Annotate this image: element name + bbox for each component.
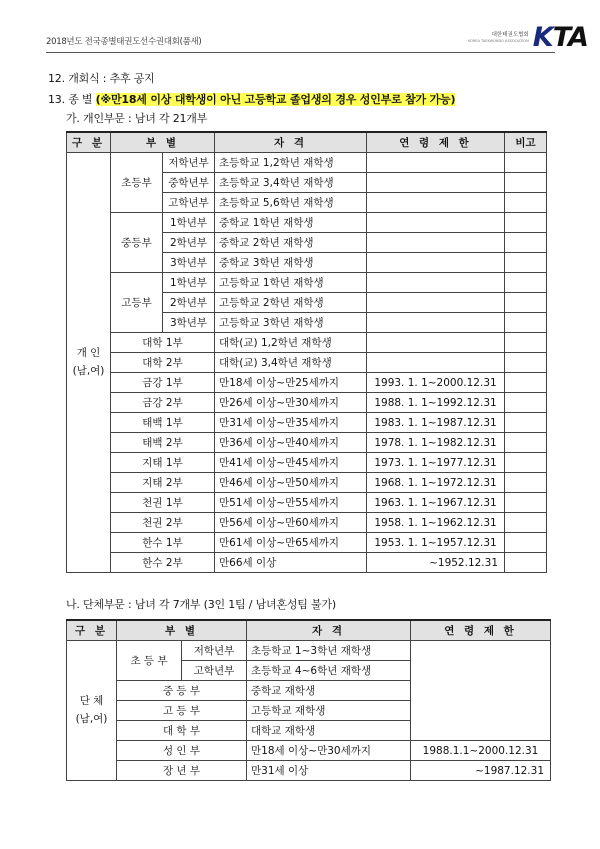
table-row: 단 체 (남,여) 초 등 부 저학년부 초등학교 1~3학년 재학생 (67, 641, 551, 661)
table-row: 고 등 부 고등학교 재학생 (67, 701, 551, 721)
document-header-title: 2018년도 전국종별태권도선수권대회(품새) (46, 37, 202, 47)
table-row: 개 인 (남,여) 초등부 저학년부 초등학교 1,2학년 재학생 (67, 153, 547, 173)
category-line: 13. 종 별 (※만18세 이상 대학생이 아닌 고등학교 졸업생의 경우 성인부로 참가 가능) (48, 93, 456, 106)
table-row: 고학년부 초등학교 5,6학년 재학생 (67, 193, 547, 213)
individual-category-table (66, 131, 547, 573)
table-row: 지태 1부 만41세 이상~만45세까지 1973. 1. 1~1977.12.31 (67, 453, 547, 473)
group-cell: 초등부 (111, 153, 163, 213)
table-header-row: 구 분 부 별 자 격 연 령 제 한 (67, 620, 551, 641)
table-row: 중 등 부 중학교 재학생 (67, 681, 551, 701)
table-row: 대학 1부 대학(교) 1,2학년 재학생 (67, 333, 547, 353)
table-row: 대 학 부 대학교 재학생 (67, 721, 551, 741)
table-row: 태백 2부 만36세 이상~만40세까지 1978. 1. 1~1982.12.31 (67, 433, 547, 453)
kta-logo (468, 24, 588, 51)
kta-logo-mark: KTA (532, 22, 588, 53)
table-row: 천권 2부 만56세 이상~만60세까지 1958. 1. 1~1962.12.31 (67, 513, 547, 533)
table-row: 성 인 부 만18세 이상~만30세까지 1988.1.1~2000.12.31 (67, 741, 551, 761)
opening-ceremony-line: 12. 개회식 : 추후 공지 (48, 72, 155, 85)
table-row: 고등부 1학년부 고등학교 1학년 재학생 (67, 273, 547, 293)
header-divider (46, 52, 555, 53)
group-cell: 고등부 (111, 273, 163, 333)
table-row: 2학년부 고등학교 2학년 재학생 (67, 293, 547, 313)
table-row: 지태 2부 만46세 이상~만50세까지 1968. 1. 1~1972.12.31 (67, 473, 547, 493)
table-row: 중등부 1학년부 중학교 1학년 재학생 (67, 213, 547, 233)
logo-org-text: 대한태권도협회 KOREA TAEKWONDO ASSOCIATION (468, 32, 529, 43)
table-row: 고학년부 초등학교 4~6학년 재학생 (67, 661, 551, 681)
table-row: 천권 1부 만51세 이상~만55세까지 1963. 1. 1~1967.12.31 (67, 493, 547, 513)
table-row: 태백 1부 만31세 이상~만35세까지 1983. 1. 1~1987.12.31 (67, 413, 547, 433)
table-row: 대학 2부 대학(교) 3,4학년 재학생 (67, 353, 547, 373)
team-category-table (66, 619, 551, 781)
table-header-row: 구 분 부 별 자 격 연 령 제 한 비고 (67, 132, 547, 153)
table-row: 금강 2부 만26세 이상~만30세까지 1988. 1. 1~1992.12.31 (67, 393, 547, 413)
category-note-highlight: (※만18세 이상 대학생이 아닌 고등학교 졸업생의 경우 성인부로 참가 가능) (95, 93, 456, 106)
group-cell: 초 등 부 (117, 641, 182, 681)
table-row: 중학년부 초등학교 3,4학년 재학생 (67, 173, 547, 193)
table-row: 3학년부 고등학교 3학년 재학생 (67, 313, 547, 333)
team-section-title: 나. 단체부문 : 남녀 각 7개부 (3인 1팀 / 남녀혼성팀 불가) (66, 598, 336, 611)
table-row: 한수 2부 만66세 이상 ~1952.12.31 (67, 553, 547, 573)
table-row: 3학년부 중학교 3학년 재학생 (67, 253, 547, 273)
table-row: 한수 1부 만61세 이상~만65세까지 1953. 1. 1~1957.12.31 (67, 533, 547, 553)
division-cell: 단 체 (남,여) (67, 641, 117, 781)
individual-section-title: 가. 개인부문 : 남녀 각 21개부 (66, 112, 208, 125)
table-row: 장 년 부 만31세 이상 ~1987.12.31 (67, 761, 551, 781)
table-row: 금강 1부 만18세 이상~만25세까지 1993. 1. 1~2000.12.31 (67, 373, 547, 393)
table-row: 2학년부 중학교 2학년 재학생 (67, 233, 547, 253)
division-cell: 개 인 (남,여) (67, 153, 111, 573)
group-cell: 중등부 (111, 213, 163, 273)
